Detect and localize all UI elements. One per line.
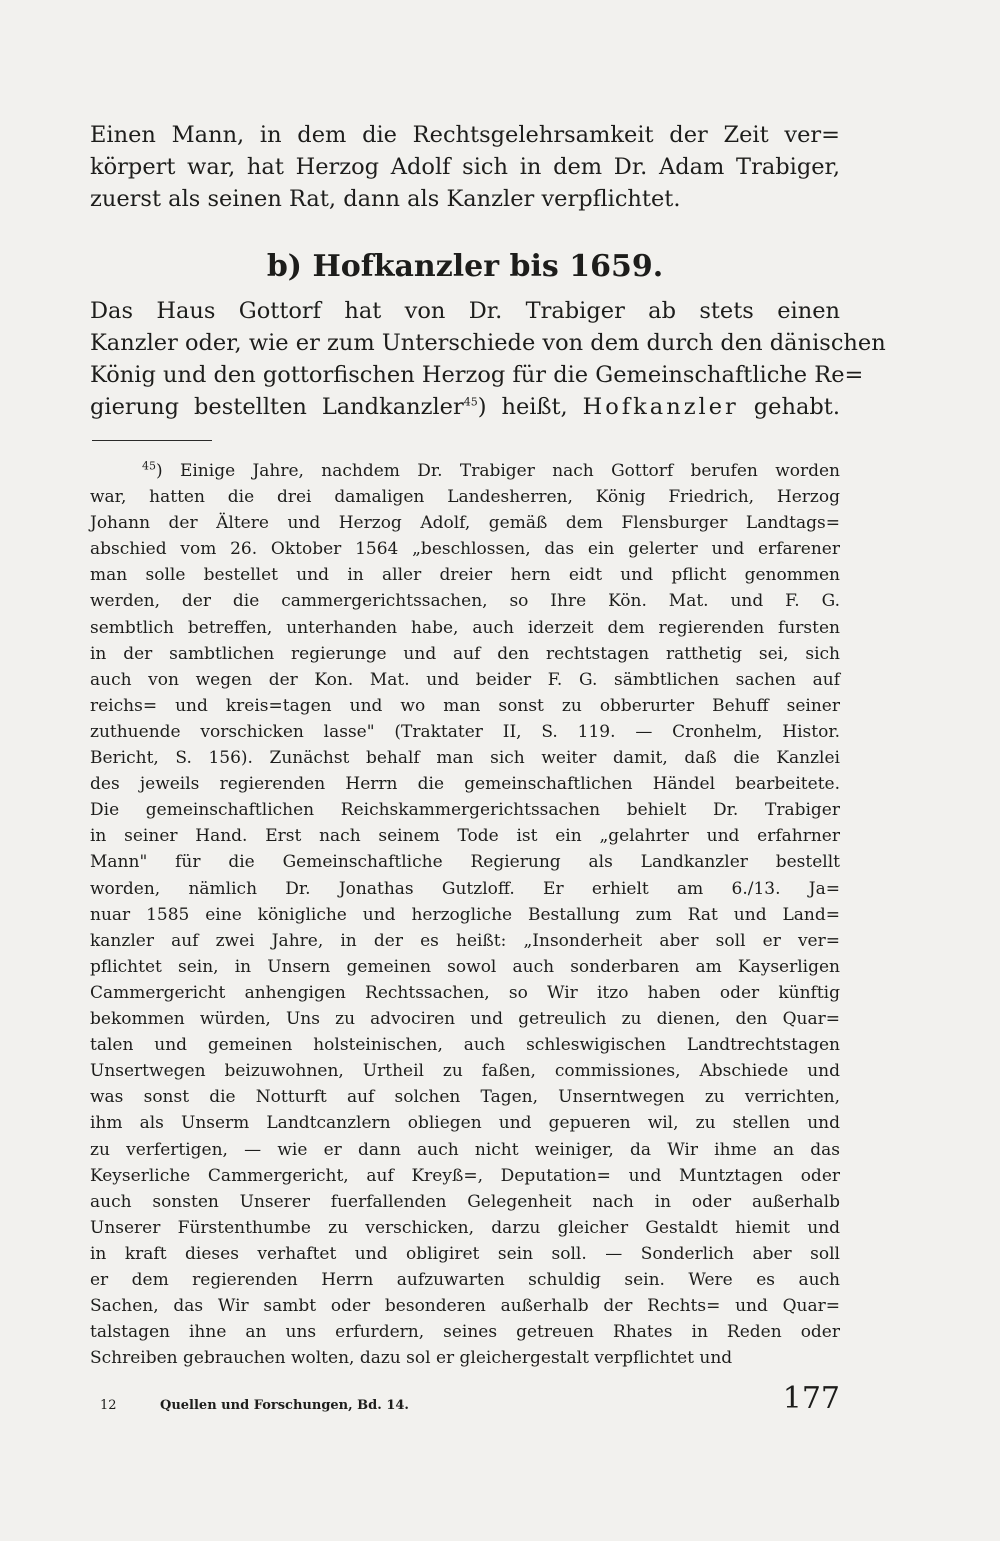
paragraph-1-line: zuerst als seinen Rat, dann als Kanzler verpflichtet.	[90, 186, 681, 212]
footnote-line: zu verfertigen, — wie er dann auch nicht weiniger, da Wir ihme an das	[90, 1139, 840, 1160]
footnote-line: pflichtet sein, in Unsern gemeinen sowol auch sonderbaren am Kayserligen	[90, 956, 840, 977]
paragraph-2-text: ) heißt,	[477, 394, 568, 420]
footnote-line: talen und gemeinen holsteinischen, auch schleswigischen Landtrechtstagen	[90, 1035, 840, 1056]
footnote-line: Unsertwegen beizuwohnen, Urtheil zu faßen, commissiones, Abschiede und	[90, 1061, 840, 1082]
spaced-emphasis: Hofkanzler	[582, 394, 739, 420]
footnote-line: in der sambtlichen regierunge und auf den rechtstagen ratthetig sei, sich	[90, 643, 840, 664]
footnote-line: auch sonsten Unserer fuerfallenden Gelegenheit nach in oder außerhalb	[90, 1191, 840, 1212]
page-number: 177	[782, 1381, 840, 1416]
section-heading: b) Hofkanzler bis 1659.	[266, 249, 664, 284]
footnote-line: zuthuende vorschicken lasse" (Traktater II, S. 119. — Cronhelm, Histor.	[90, 721, 840, 742]
footnote-line: abschied vom 26. Oktober 1564 „beschlossen, das ein gelerter und erfarener	[90, 539, 840, 560]
footnote-line	[90, 458, 840, 484]
footnote-line: sembtlich betreffen, unterhanden habe, auch iderzeit dem regierenden fursten	[90, 617, 840, 638]
footnote-line: Schreiben gebrauchen wolten, dazu sol er gleichergestalt verpflichtet und	[90, 1348, 733, 1369]
footnote-line: Unserer Fürstenthumbe zu verschicken, darzu gleicher Gestaldt hiemit und	[90, 1217, 840, 1238]
footnote-line: ihm als Unserm Landtcanzlern obliegen und gepueren wil, zu stellen und	[90, 1113, 840, 1134]
footnote-line: bekommen würden, Uns zu advociren und getreulich zu dienen, den Quar=	[90, 1009, 840, 1029]
footnote-line: nuar 1585 eine königliche und herzogliche Bestallung zum Rat und Land=	[90, 904, 840, 925]
footnote-line: Cammergericht anhengigen Rechtssachen, so Wir itzo haben oder künftig	[90, 982, 840, 1003]
footnote-line: Mann" für die Gemeinschaftliche Regierung als Landkanzler bestellt	[90, 852, 840, 873]
paragraph-1-line: Einen Mann, in dem die Rechtsgelehrsamkeit der Zeit ver=	[90, 122, 840, 148]
paragraph-2-line: König und den gottorfischen Herzog für die Gemeinschaftliche Re=	[90, 362, 864, 388]
footnote-ref[interactable]: 45	[463, 395, 478, 409]
footnote-line: Die gemeinschaftlichen Reichskammergerichtssachen behielt Dr. Trabiger	[90, 800, 840, 821]
footnote-line: in seiner Hand. Erst nach seinem Tode ist ein „gelahrter und erfahrner	[90, 826, 840, 847]
footnote-line: worden, nämlich Dr. Jonathas Gutzloff. Er erhielt am 6./13. Ja=	[90, 878, 840, 899]
footnote-separator	[92, 440, 212, 441]
document-page	[90, 0, 886, 1541]
signature-text: Quellen und Forschungen, Bd. 14.	[160, 1398, 409, 1413]
footnote-line: auch von wegen der Kon. Mat. und beider F. G. sämbtlichen sachen auf	[90, 669, 840, 690]
footnote-line: Johann der Ältere und Herzog Adolf, gemäß dem Flensburger Landtags=	[90, 513, 840, 534]
paragraph-2-line: Kanzler oder, wie er zum Unterschiede von dem durch den dänischen	[90, 330, 886, 356]
paragraph-2-text: gierung bestellten Landkanzler	[90, 394, 464, 420]
footnote-line: reichs= und kreis=tagen und wo man sonst zu obberurter Behuff seiner	[90, 695, 840, 716]
paragraph-2-line: Das Haus Gottorf hat von Dr. Trabiger ab stets einen	[90, 298, 840, 324]
footnote-line: er dem regierenden Herrn aufzuwarten schuldig sein. Were es auch	[90, 1270, 840, 1290]
paragraph-2-line-last	[90, 392, 840, 422]
footnote-line: man solle bestellet und in aller dreier hern eidt und pflicht genommen	[90, 565, 840, 586]
paragraph-1-line: körpert war, hat Herzog Adolf sich in dem Dr. Adam Trabiger,	[90, 154, 840, 180]
footnote-line: in kraft dieses verhaftet und obligiret sein soll. — Sonderlich aber soll	[90, 1243, 840, 1264]
footnote-line: kanzler auf zwei Jahre, in der es heißt: „Insonderheit aber soll er ver=	[90, 930, 840, 951]
footnote-line: des jeweils regierenden Herrn die gemeinschaftlichen Händel bearbeitete.	[90, 774, 840, 795]
footnote-line: Keyserliche Cammergericht, auf Kreyß=, Deputation= und Muntztagen oder	[90, 1165, 840, 1186]
signature-number: 12	[100, 1398, 117, 1413]
footnote-line: Sachen, das Wir sambt oder besonderen außerhalb der Rechts= und Quar=	[90, 1296, 840, 1317]
footnote-line: werden, der die cammergerichtssachen, so Ihre Kön. Mat. und F. G.	[90, 591, 840, 612]
footnote-number: 45	[142, 459, 156, 473]
footnote-line: was sonst die Notturft auf solchen Tagen, Unserntwegen zu verrichten,	[90, 1087, 840, 1108]
footnote-text: ) Einige Jahre, nachdem Dr. Trabiger nach Gottorf berufen worden	[156, 461, 840, 481]
footnote-line: Bericht, S. 156). Zunächst behalf man sich weiter damit, daß die Kanzlei	[90, 748, 840, 768]
footnote-line: talstagen ihne an uns erfurdern, seines getreuen Rhates in Reden oder	[90, 1322, 840, 1343]
footnote-line: war, hatten die drei damaligen Landesherren, König Friedrich, Herzog	[90, 487, 840, 507]
paragraph-2-text: gehabt.	[753, 394, 840, 420]
